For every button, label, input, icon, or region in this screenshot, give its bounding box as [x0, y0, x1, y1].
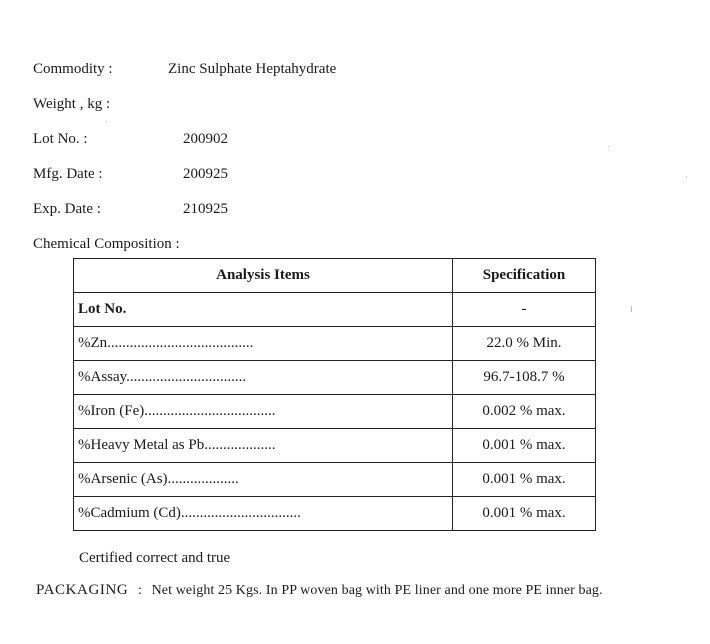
exp-date-row: [33, 200, 228, 218]
scan-speck: [631, 306, 632, 312]
exp-date-value: 210925: [183, 201, 228, 217]
table-row: [74, 463, 596, 497]
mfg-date-label: Mfg. Date :: [33, 166, 103, 182]
row-item: %Cadmium (Cd)................................: [74, 497, 453, 531]
analysis-table: [73, 258, 596, 531]
weight-label: Weight , kg :: [33, 96, 111, 112]
mfg-date-value: 200925: [183, 166, 228, 182]
row-item: Lot No.: [74, 293, 453, 327]
row-item: %Assay................................: [74, 361, 453, 395]
table-row: [74, 361, 596, 395]
packaging-text: Net weight 25 Kgs. In PP woven bag with PE liner and one more PE inner bag.: [151, 583, 603, 598]
exp-date-label: Exp. Date :: [33, 201, 101, 217]
table-row: [74, 293, 596, 327]
table-row: [74, 395, 596, 429]
table-header-row: [74, 259, 596, 293]
scan-speck: [106, 121, 107, 122]
weight-row: [33, 95, 110, 113]
commodity-value: Zinc Sulphate Heptahydrate: [168, 61, 337, 77]
certification-statement: Certified correct and true: [79, 550, 231, 566]
row-spec: 0.001 % max.: [453, 497, 596, 531]
row-spec: 96.7-108.7 %: [453, 361, 596, 395]
row-item: %Zn.......................................: [74, 327, 453, 361]
row-spec: 0.001 % max.: [453, 463, 596, 497]
commodity-row: [33, 60, 337, 78]
scan-speck: [608, 146, 609, 147]
table-row: [74, 429, 596, 463]
table-row: [74, 497, 596, 531]
lot-no-row: [33, 130, 228, 148]
packaging-line: [36, 582, 603, 599]
packaging-separator: :: [137, 583, 142, 598]
chemical-composition-heading: Chemical Composition :: [33, 236, 180, 252]
header-analysis-items: Analysis Items: [74, 259, 453, 293]
lot-no-value: 200902: [183, 131, 228, 147]
header-specification: Specification: [453, 259, 596, 293]
lot-no-label: Lot No. :: [33, 131, 88, 147]
mfg-date-row: [33, 165, 228, 183]
row-item: %Heavy Metal as Pb...................: [74, 429, 453, 463]
row-spec: 22.0 % Min.: [453, 327, 596, 361]
commodity-label: Commodity :: [33, 61, 113, 77]
row-item: %Iron (Fe)...................................: [74, 395, 453, 429]
row-spec: 0.002 % max.: [453, 395, 596, 429]
scan-speck: [686, 176, 687, 177]
row-item: %Arsenic (As)...................: [74, 463, 453, 497]
row-spec: 0.001 % max.: [453, 429, 596, 463]
row-spec: -: [453, 293, 596, 327]
packaging-label: PACKAGING: [36, 582, 129, 598]
table-row: [74, 327, 596, 361]
